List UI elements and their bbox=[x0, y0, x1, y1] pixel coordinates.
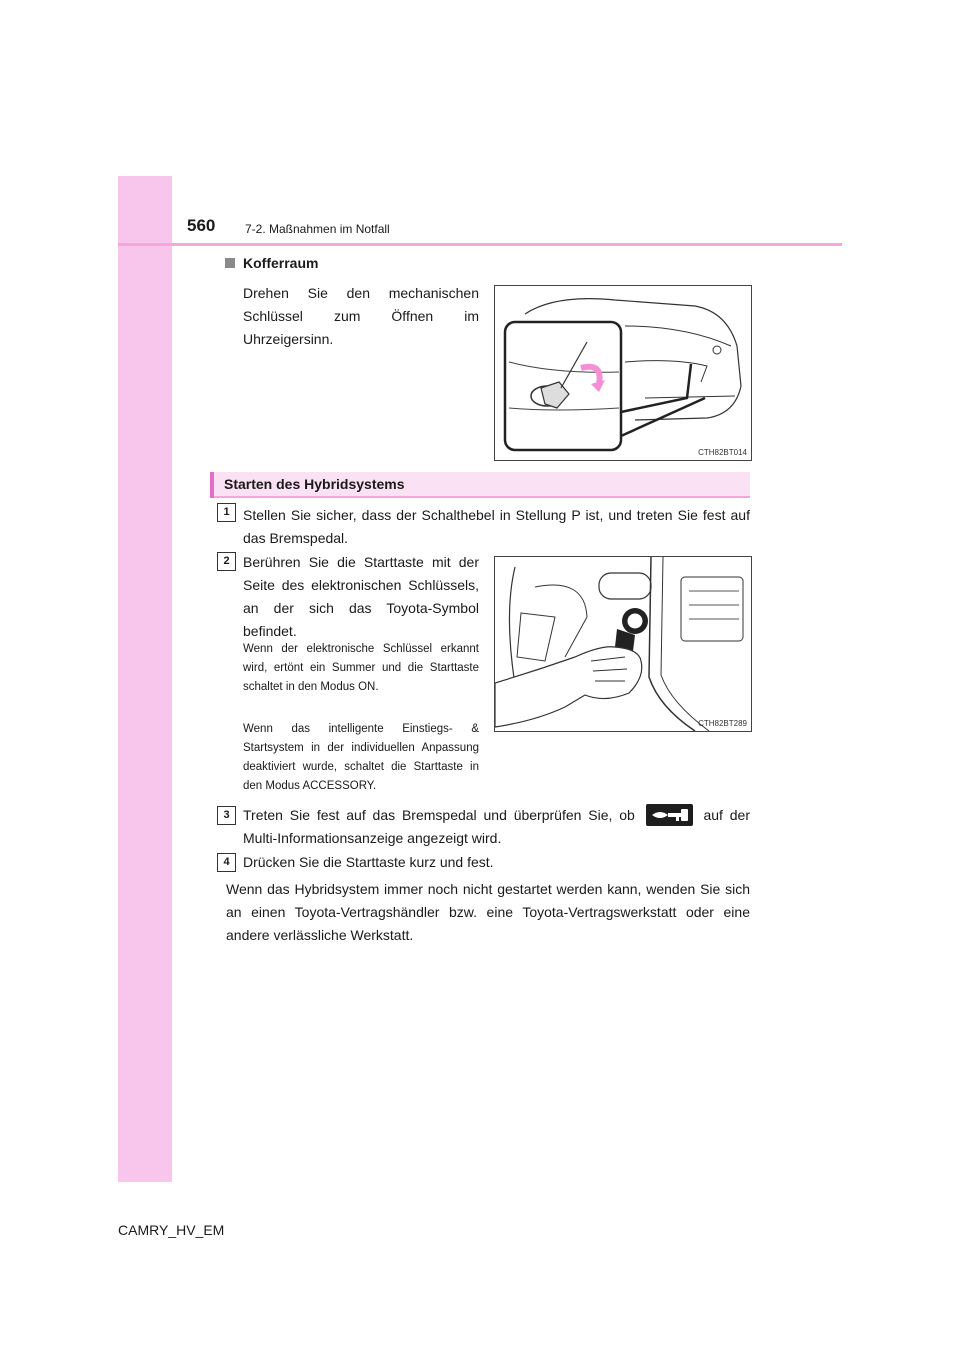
step-text: Stellen Sie sicher, dass der Schalthebel in Stellung P ist, und treten Sie fest auf das Bremspedal. bbox=[243, 507, 750, 546]
step-note: Wenn das intelligente Einstiegs- & Startsystem in der individuellen Anpassung deaktiviert wurde, schaltet die Starttaste in den Modus ACCESSORY. bbox=[243, 723, 479, 792]
page-number: 560 bbox=[187, 216, 216, 235]
figure-code: CTH82BT014 bbox=[698, 448, 747, 457]
start-button-figure bbox=[494, 556, 752, 732]
step-number: 1 bbox=[217, 503, 236, 522]
trunk-figure bbox=[494, 285, 752, 461]
trunk-text: Drehen Sie den mechanischen Schlüssel zum Öffnen im Uhrzeigersinn. bbox=[243, 285, 479, 347]
step-number: 4 bbox=[217, 853, 236, 872]
step-number: 2 bbox=[217, 552, 236, 571]
key-indicator-icon bbox=[646, 804, 693, 826]
square-bullet-icon bbox=[225, 258, 235, 268]
step-number: 3 bbox=[217, 806, 236, 825]
step-note: Wenn der elektronische Schlüssel erkannt wird, ertönt ein Summer und die Starttaste schaltet in den Modus ON. bbox=[243, 643, 479, 693]
banner-title: Starten des Hybridsystems bbox=[224, 476, 405, 492]
step-text: Drücken Sie die Starttaste kurz und fest. bbox=[243, 854, 494, 870]
footer-code: CAMRY_HV_EM bbox=[118, 1222, 225, 1238]
section-title: 7-2. Maßnahmen im Notfall bbox=[245, 222, 390, 236]
banner-accent bbox=[210, 472, 214, 498]
step-text: Treten Sie fest auf das Bremspedal und überprüfen Sie, ob auf der Multi-Informationsanzeige angezeigt wird. bbox=[243, 804, 750, 850]
section-banner bbox=[210, 472, 750, 498]
step-text: Berühren Sie die Starttaste mit der Seite des elektronischen Schlüssels, an der sich das Toyota-Symbol befindet. bbox=[243, 554, 479, 639]
closing-text: Wenn das Hybridsystem immer noch nicht gestartet werden kann, wenden Sie sich an einen Toyota-Vertragshändler bzw. eine Toyota-Vertragswerkstatt oder eine andere verlässliche Werkstatt. bbox=[226, 881, 750, 943]
figure-code: CTH82BT289 bbox=[698, 719, 747, 728]
trunk-heading: Kofferraum bbox=[225, 255, 318, 271]
page-sidebar bbox=[118, 176, 172, 1182]
header-rule bbox=[118, 243, 842, 246]
